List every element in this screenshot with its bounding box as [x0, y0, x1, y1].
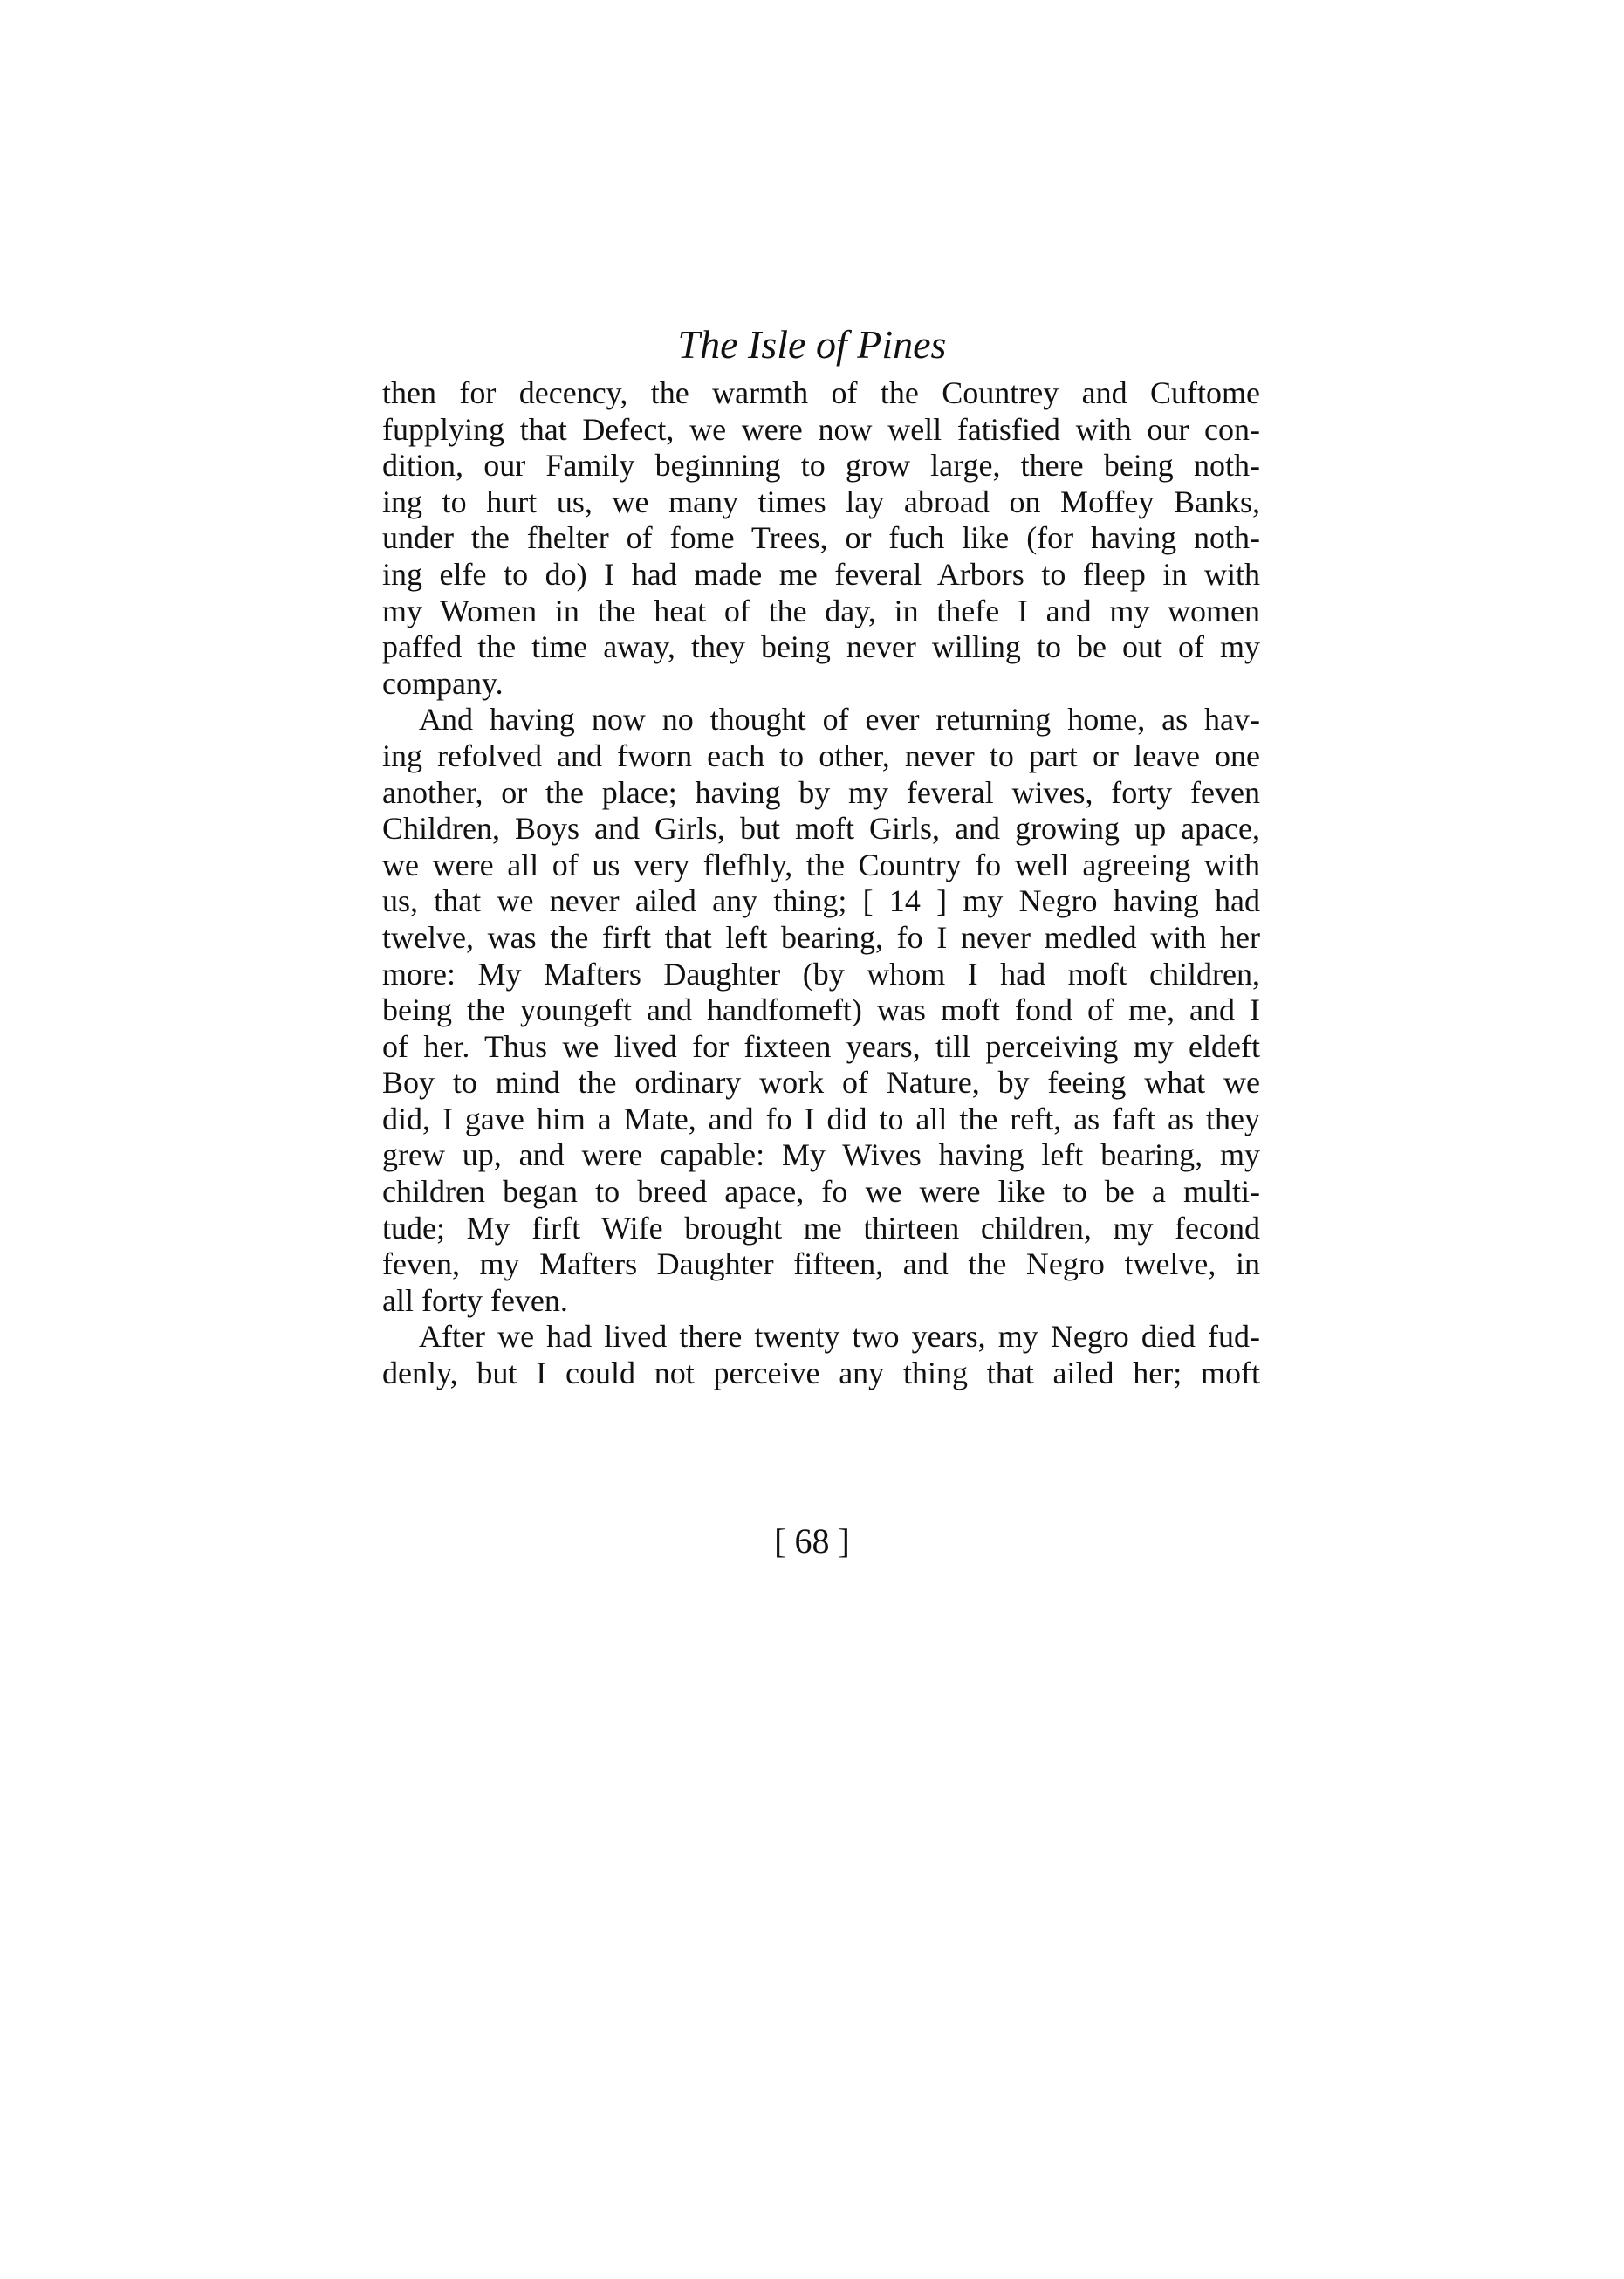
text-line: denly, but I could not perceive any thing that ailed her; moft	[382, 1356, 1260, 1391]
text-line: fupplying that Defect, we were now well fatisfied with our con-	[382, 411, 1260, 447]
text-line: feven, my Mafters Daughter fifteen, and the Negro twelve, in	[382, 1246, 1260, 1282]
text-line: grew up, and were capable: My Wives having left bearing, my	[382, 1137, 1260, 1173]
text-line: us, that we never ailed any thing; [ 14 ] my Negro having had	[382, 883, 1260, 919]
text-line: twelve, was the firft that left bearing, fo I never medled with her	[382, 919, 1260, 955]
text-line: dition, our Family beginning to grow large, there being noth-	[382, 448, 1260, 484]
text-line: my Women in the heat of the day, in thefe I and my women	[382, 593, 1260, 628]
text-line: of her. Thus we lived for fixteen years, till perceiving my eldeft	[382, 1028, 1260, 1064]
text-line: children began to breed apace, fo we were like to be a multi-	[382, 1174, 1260, 1210]
body-text	[382, 375, 1260, 1392]
text-line: paffed the time away, they being never willing to be out of my	[382, 629, 1260, 665]
text-line: all forty feven.	[382, 1282, 568, 1318]
text-line: ing to hurt us, we many times lay abroad on Moffey Banks,	[382, 484, 1260, 519]
text-line: Boy to mind the ordinary work of Nature, by feeing what we	[382, 1065, 1260, 1101]
text-line: Children, Boys and Girls, but moft Girls, and growing up apace,	[382, 811, 1260, 847]
text-line: ing refolved and fworn each to other, never to part or leave one	[382, 738, 1260, 773]
text-line: company.	[382, 665, 504, 701]
page-number: [ 68 ]	[774, 1521, 850, 1561]
text-line: did, I gave him a Mate, and fo I did to all the reft, as faft as they	[382, 1101, 1260, 1136]
text-line: then for decency, the warmth of the Countrey and Cuftome	[382, 375, 1260, 410]
text-line: tude; My firft Wife brought me thirteen children, my fecond	[382, 1210, 1260, 1246]
running-head: The Isle of Pines	[677, 322, 947, 367]
text-line: under the fhelter of fome Trees, or fuch like (for having noth-	[382, 520, 1260, 556]
text-line: And having now no thought of ever returning home, as hav-	[419, 702, 1260, 738]
text-line: After we had lived there twenty two years, my Negro died fud-	[419, 1319, 1260, 1355]
text-line: another, or the place; having by my feveral wives, forty feven	[382, 774, 1260, 810]
text-line: more: My Mafters Daughter (by whom I had moft children,	[382, 956, 1260, 992]
text-line: being the youngeft and handfomeft) was moft fond of me, and I	[382, 992, 1260, 1028]
text-line: we were all of us very flefhly, the Country fo well agreeing with	[382, 847, 1260, 882]
text-line: ing elfe to do) I had made me feveral Arbors to fleep in with	[382, 556, 1260, 592]
